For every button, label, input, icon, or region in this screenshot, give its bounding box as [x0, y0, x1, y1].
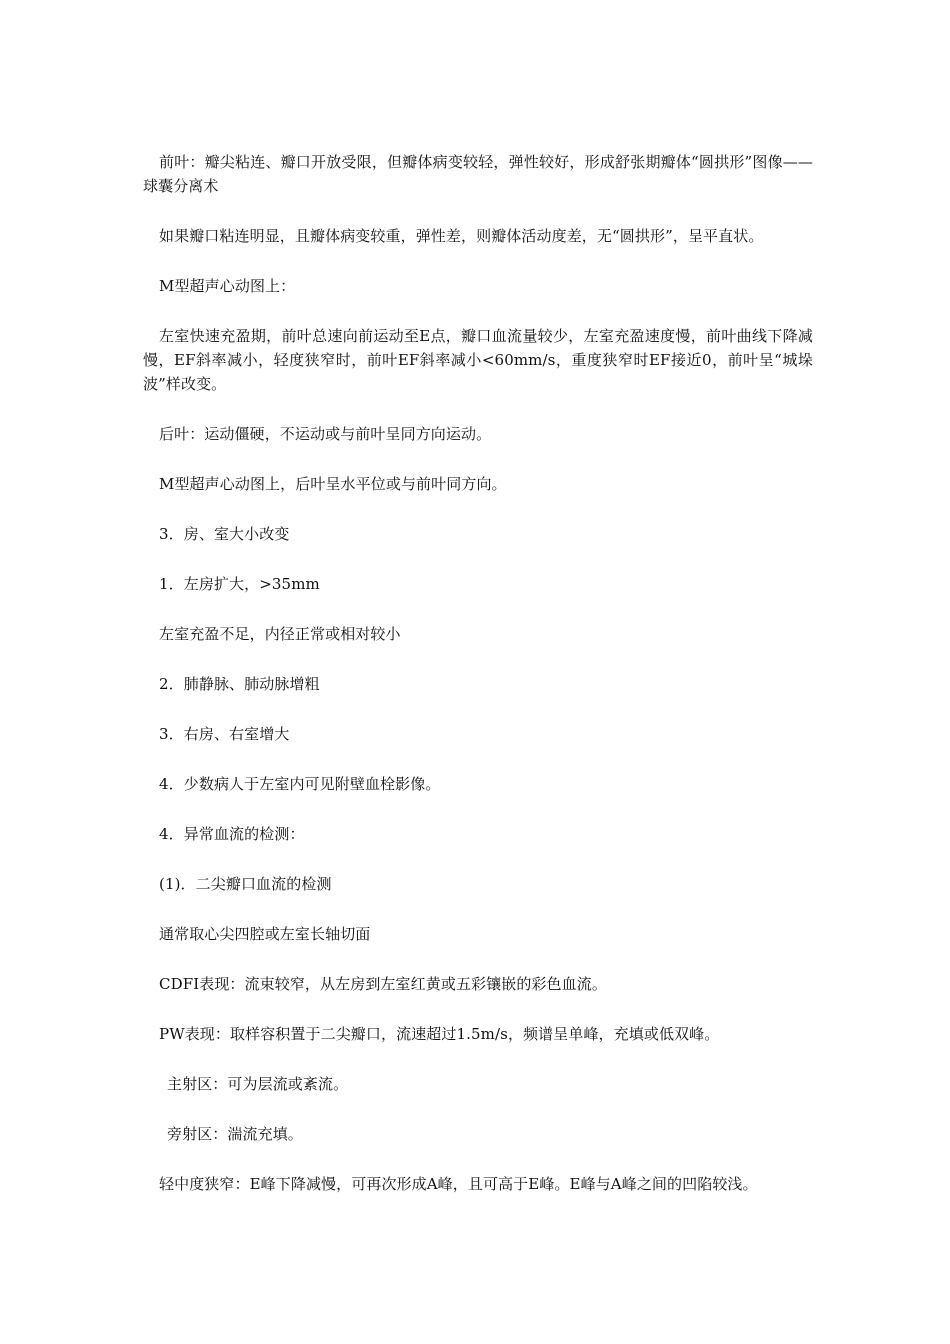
spacer	[143, 996, 813, 1022]
paragraph-side-jet: 旁射区：湍流充填。	[167, 1125, 303, 1143]
spacer	[143, 646, 813, 672]
list-item-thrombus: 4．少数病人于左室内可见附壁血栓影像。	[159, 775, 441, 793]
document-body	[143, 150, 813, 1196]
list-item-pulmonary: 2．肺静脉、肺动脉增粗	[159, 675, 320, 693]
paragraph-mild-moderate-stenosis: 轻中度狭窄：E峰下降减慢，可再次形成A峰，且可高于E峰。E峰与A峰之间的凹陷较浅。	[159, 1175, 758, 1193]
list-item-left-atrium: 1．左房扩大，>35mm	[159, 575, 320, 593]
spacer	[143, 298, 813, 324]
paragraph-anterior-leaflet: 前叶：瓣尖粘连、瓣口开放受限，但瓣体病变较轻，弹性较好，形成舒张期瓣体“圆拱形”图像——球囊分离术	[143, 153, 813, 195]
list-item-right-chambers: 3．右房、右室增大	[159, 725, 290, 743]
spacer	[143, 896, 813, 922]
spacer	[143, 496, 813, 522]
paragraph-m-mode-heading: M型超声心动图上：	[159, 277, 296, 295]
spacer	[143, 696, 813, 722]
spacer	[143, 1096, 813, 1122]
spacer	[143, 198, 813, 224]
subheading-mitral-flow: (1)．二尖瓣口血流的检测	[159, 875, 332, 893]
spacer	[143, 396, 813, 422]
paragraph-lv-filling: 左室充盈不足，内径正常或相对较小	[159, 625, 401, 643]
paragraph-views: 通常取心尖四腔或左室长轴切面	[159, 925, 371, 943]
paragraph-main-jet: 主射区：可为层流或紊流。	[167, 1075, 349, 1093]
spacer	[143, 248, 813, 274]
paragraph-pw: PW表现：取样容积置于二尖瓣口，流速超过1.5m/s，频谱呈单峰，充填或低双峰。	[159, 1025, 720, 1043]
spacer	[143, 846, 813, 872]
spacer	[143, 796, 813, 822]
paragraph-adhesion: 如果瓣口粘连明显，且瓣体病变较重，弹性差，则瓣体活动度差，无“圆拱形”，呈平直状。	[159, 227, 764, 245]
spacer	[143, 546, 813, 572]
paragraph-m-mode-posterior: M型超声心动图上，后叶呈水平位或与前叶同方向。	[159, 475, 507, 493]
spacer	[143, 1146, 813, 1172]
heading-chamber-size: 3．房、室大小改变	[159, 525, 290, 543]
spacer	[143, 746, 813, 772]
spacer	[143, 596, 813, 622]
paragraph-rapid-filling: 左室快速充盈期，前叶总速向前运动至E点，瓣口血流量较少，左室充盈速度慢，前叶曲线下降减慢，EF斜率减小，轻度狭窄时，前叶EF斜率减小<60mm/s，重度狭窄时EF接近0，前叶呈“城垛波”样改变。	[143, 327, 813, 393]
spacer	[143, 946, 813, 972]
spacer	[143, 1046, 813, 1072]
spacer	[143, 446, 813, 472]
heading-abnormal-flow: 4．异常血流的检测：	[159, 825, 305, 843]
paragraph-posterior-leaflet: 后叶：运动僵硬，不运动或与前叶呈同方向运动。	[159, 425, 492, 443]
paragraph-cdfi: CDFI表现：流束较窄，从左房到左室红黄或五彩镶嵌的彩色血流。	[159, 975, 607, 993]
